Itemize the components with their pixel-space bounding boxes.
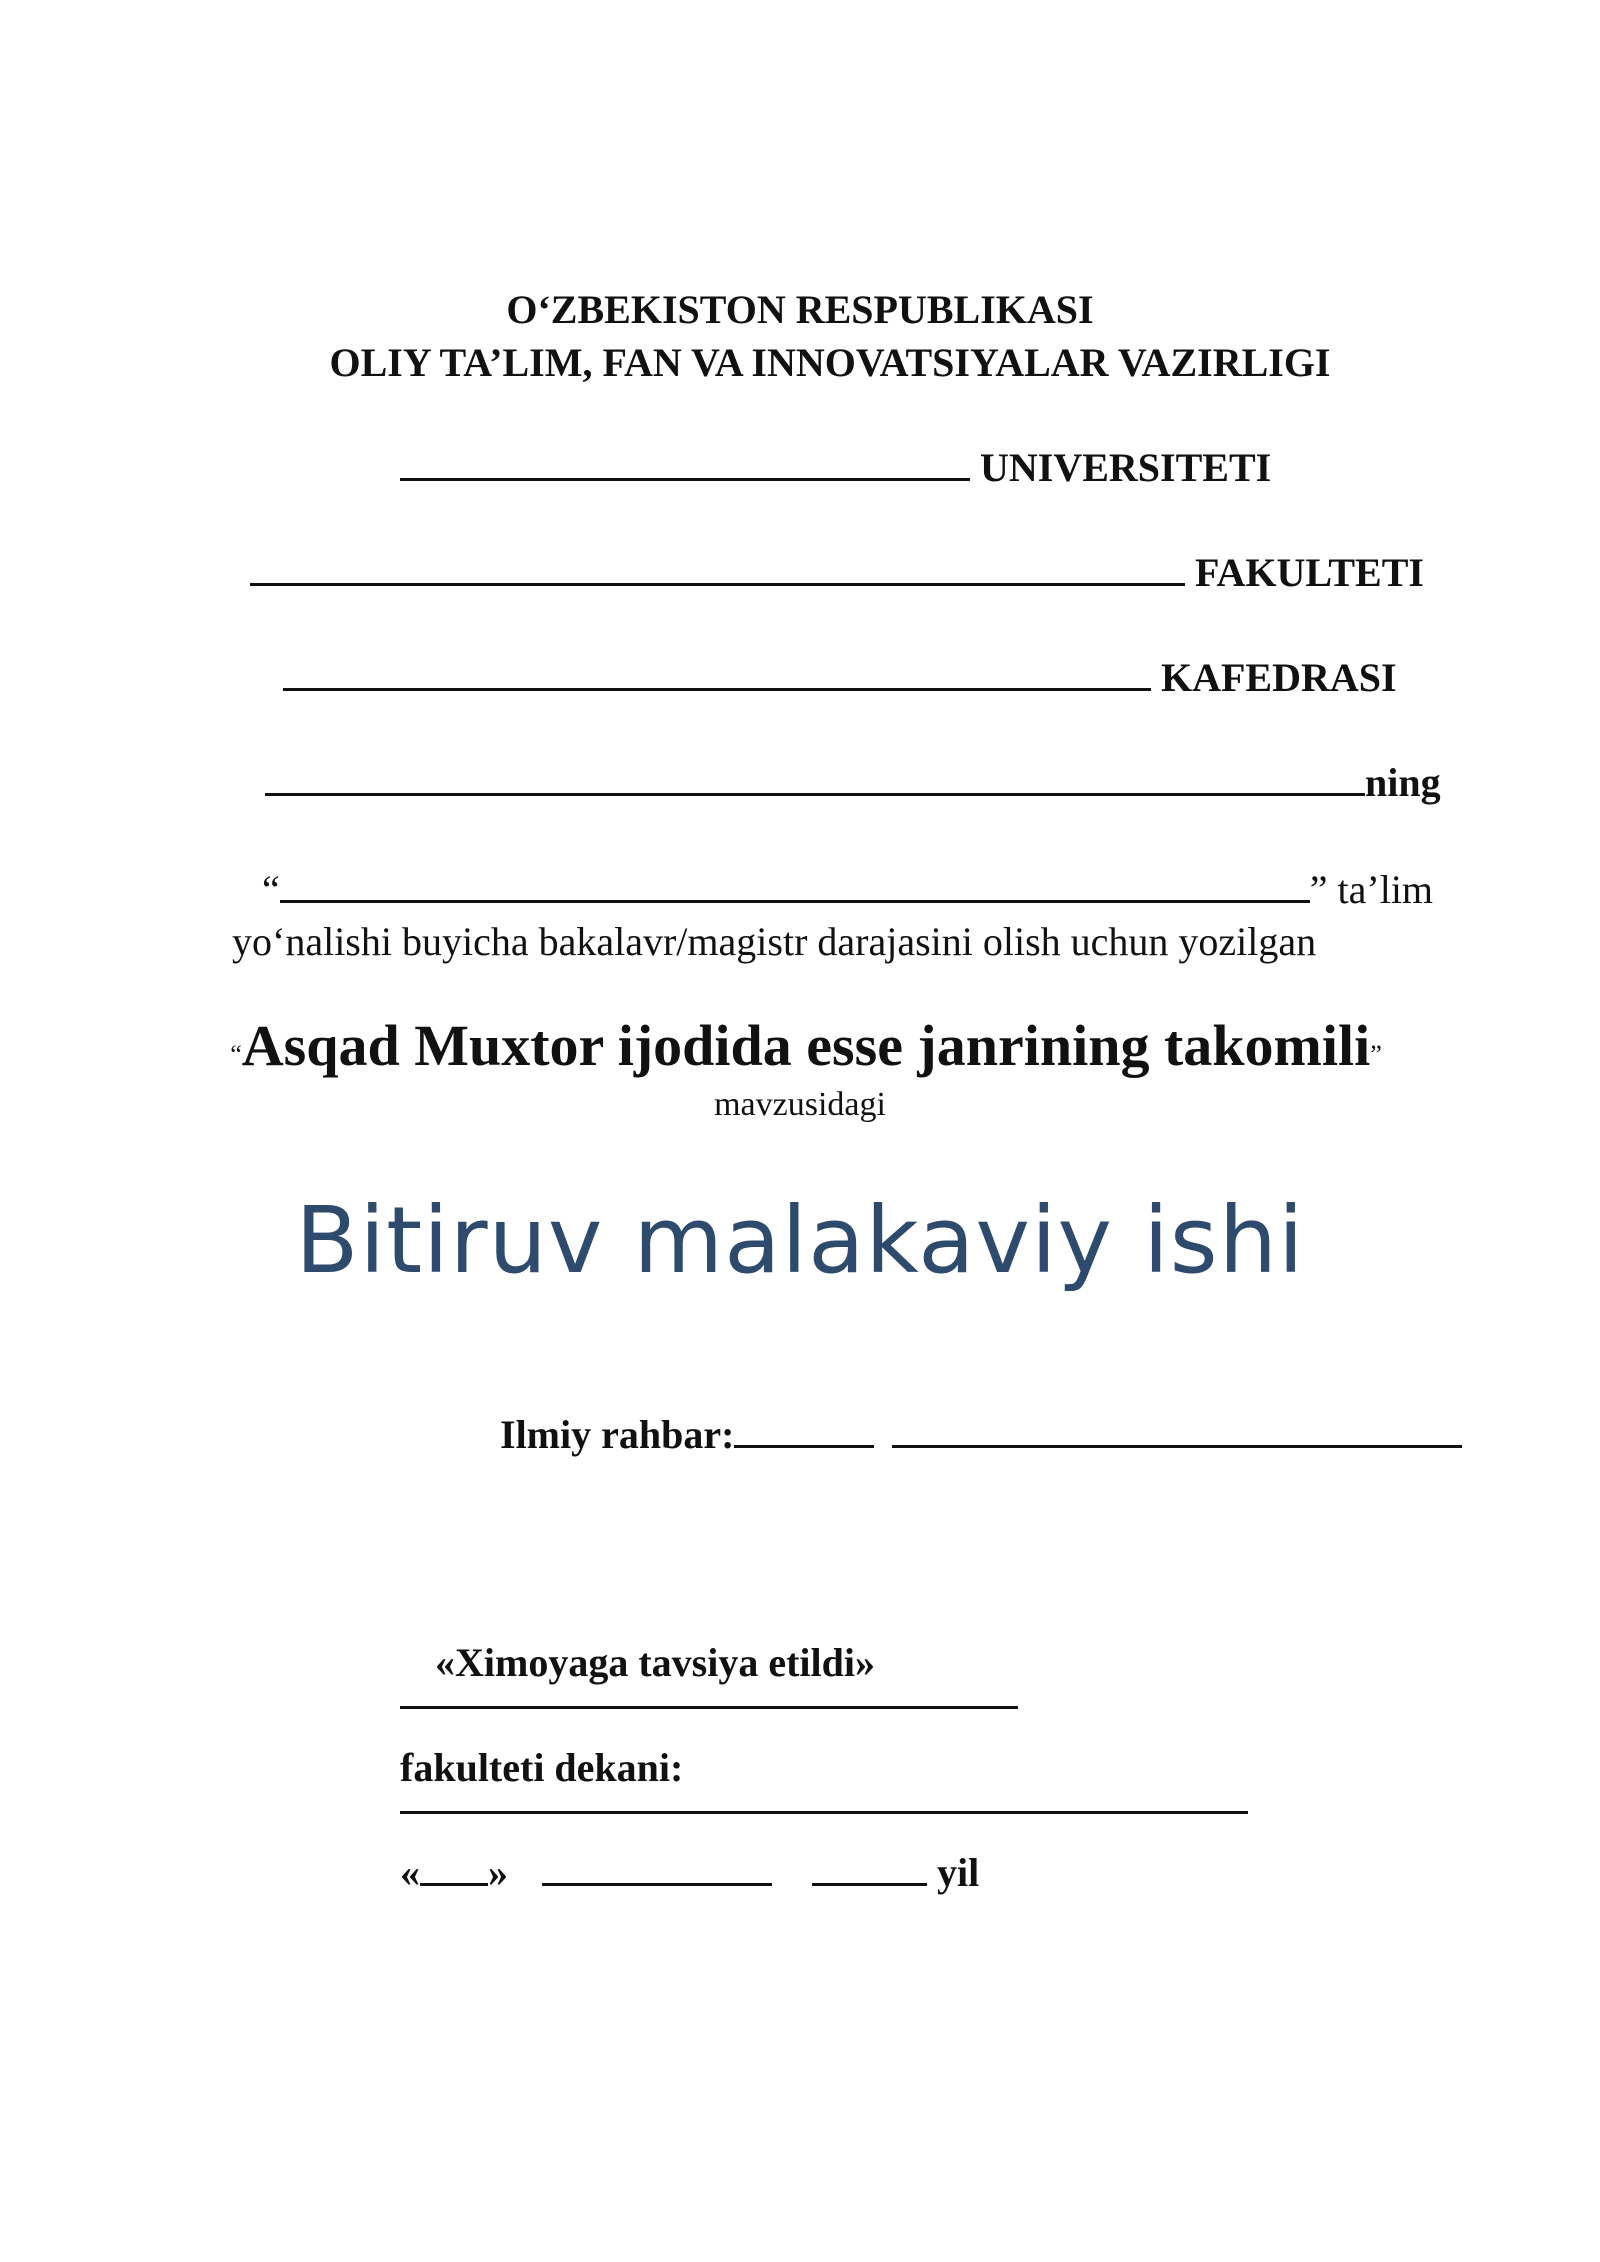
- dean-label: fakulteti dekani:: [400, 1745, 684, 1790]
- university-label: UNIVERSITETI: [980, 445, 1272, 490]
- year-label: yil: [937, 1850, 980, 1895]
- ministry-country: O‘ZBEKISTON RESPUBLIKASI: [506, 287, 1094, 332]
- department-blank: [283, 688, 1151, 691]
- ministry-name: OLIY TA’LIM, FAN VA INNOVATSIYALAR VAZIRLIGI: [329, 340, 1331, 385]
- work-type-title: Bitiruv malakaviy ishi: [295, 1187, 1305, 1294]
- faculty-blank: [250, 583, 1185, 586]
- direction-open-quote: “: [262, 867, 280, 912]
- supervisor-label: Ilmiy rahbar:: [500, 1412, 735, 1457]
- direction-field: [262, 867, 1434, 912]
- supervisor-short-blank: [734, 1445, 874, 1448]
- student-suffix: ning: [1365, 760, 1441, 805]
- approval-blank-2-row: [400, 1802, 1248, 1818]
- topic-title: Asqad Muxtor ijodida esse janrining takomili: [241, 1013, 1371, 1078]
- topic-caption: mavzusidagi: [714, 1086, 886, 1123]
- department-label: KAFEDRASI: [1161, 655, 1397, 700]
- university-field: [400, 445, 1272, 490]
- faculty-field: [250, 550, 1424, 595]
- date-open-quote: «: [400, 1850, 420, 1895]
- topic-close-quote: ”: [1370, 1040, 1382, 1069]
- month-blank: [542, 1883, 772, 1886]
- recommended-text: «Ximoyaga tavsiya etildi»: [435, 1640, 875, 1685]
- date-close-quote: »: [488, 1850, 508, 1895]
- student-blank: [265, 793, 1365, 796]
- date-field: [400, 1850, 980, 1895]
- faculty-label: FAKULTETI: [1195, 550, 1424, 595]
- year-blank: [812, 1883, 927, 1886]
- approval-blank-1: [400, 1706, 1018, 1709]
- student-field: [265, 760, 1441, 805]
- day-blank: [420, 1883, 488, 1886]
- direction-description: yo‘nalishi buyicha bakalavr/magistr darajasini olish uchun yozilgan: [232, 919, 1317, 964]
- direction-close: ” ta’lim: [1309, 867, 1434, 912]
- approval-blank-2: [400, 1811, 1248, 1814]
- approval-blank-1-row: [400, 1697, 1018, 1713]
- direction-blank: [280, 900, 1310, 903]
- topic-open-quote: “: [230, 1040, 242, 1069]
- supervisor-name-blank: [892, 1445, 1462, 1448]
- topic-title-line: [0, 1013, 1600, 1078]
- supervisor-field: [500, 1412, 1462, 1457]
- university-blank: [400, 478, 970, 481]
- department-field: [283, 655, 1397, 700]
